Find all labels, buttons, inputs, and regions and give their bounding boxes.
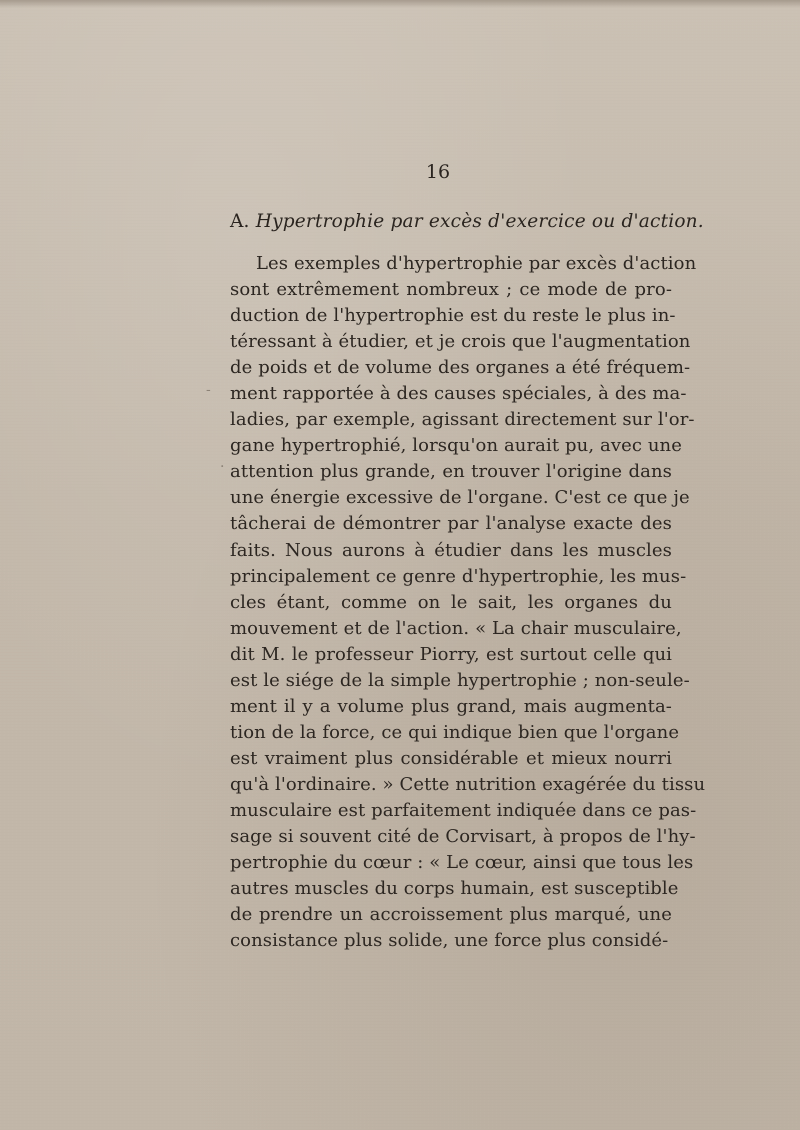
text-line: ladies, par exemple, agissant directement sur l'or- (230, 409, 695, 431)
text-line: principalement ce genre d'hypertrophie, les mus- (230, 565, 687, 587)
page-number: 16 (425, 161, 451, 183)
text-line: téressant à étudier, et je crois que l'augmentation (230, 331, 691, 353)
text-line: tion de la force, ce qui indique bien que l'organe (230, 721, 680, 743)
text-line: de poids et de volume des organes a été fréquem- (230, 357, 691, 379)
text-line: attention plus grande, en trouver l'origine dans (230, 461, 672, 483)
text-line: duction de l'hypertrophie est du reste le plus in- (230, 305, 676, 327)
page-edge-shadow (0, 0, 800, 8)
text-line: gane hypertrophié, lorsqu'on aurait pu, avec une (230, 435, 682, 457)
text-line: consistance plus solide, une force plus considé- (230, 930, 669, 952)
text-line: faits. Nous aurons à étudier dans les muscles (230, 539, 672, 561)
section-heading (230, 210, 704, 234)
text-line: est vraiment plus considérable et mieux nourri (230, 747, 672, 769)
text-line: est le siége de la simple hypertrophie ; non-seule- (230, 669, 690, 691)
margin-mark: · (220, 459, 225, 475)
text-line: sage si souvent cité de Corvisart, à propos de l'hy- (230, 826, 696, 848)
text-line: ment il y a volume plus grand, mais augmenta- (230, 695, 672, 717)
text-line: Les exemples d'hypertrophie par excès d'action (256, 253, 697, 274)
text-line: cles étant, comme on le sait, les organes du (230, 591, 672, 613)
text-line: mouvement et de l'action. « La chair musculaire, (230, 617, 682, 639)
margin-mark: - (206, 382, 211, 398)
text-line: ment rapportée à des causes spéciales, à des ma- (230, 383, 687, 405)
body-text (230, 251, 706, 954)
text-line: sont extrêmement nombreux ; ce mode de pro- (230, 279, 672, 301)
text-line: de prendre un accroissement plus marqué, une (230, 904, 672, 926)
text-line: tâcherai de démontrer par l'analyse exacte des (230, 513, 672, 535)
section-heading-title: Hypertrophie par excès d'exercice ou d'action. (255, 211, 704, 232)
text-line: une énergie excessive de l'organe. C'est ce que je (230, 487, 690, 509)
text-line: dit M. le professeur Piorry, est surtout celle qui (230, 643, 672, 665)
section-heading-label: A. (230, 211, 250, 232)
text-line: musculaire est parfaitement indiquée dans ce pas- (230, 799, 697, 821)
text-line: autres muscles du corps humain, est susceptible (230, 878, 679, 900)
text-line: qu'à l'ordinaire. » Cette nutrition exagérée du tissu (230, 773, 706, 795)
text-line: pertrophie du cœur : « Le cœur, ainsi que tous les (230, 852, 694, 874)
